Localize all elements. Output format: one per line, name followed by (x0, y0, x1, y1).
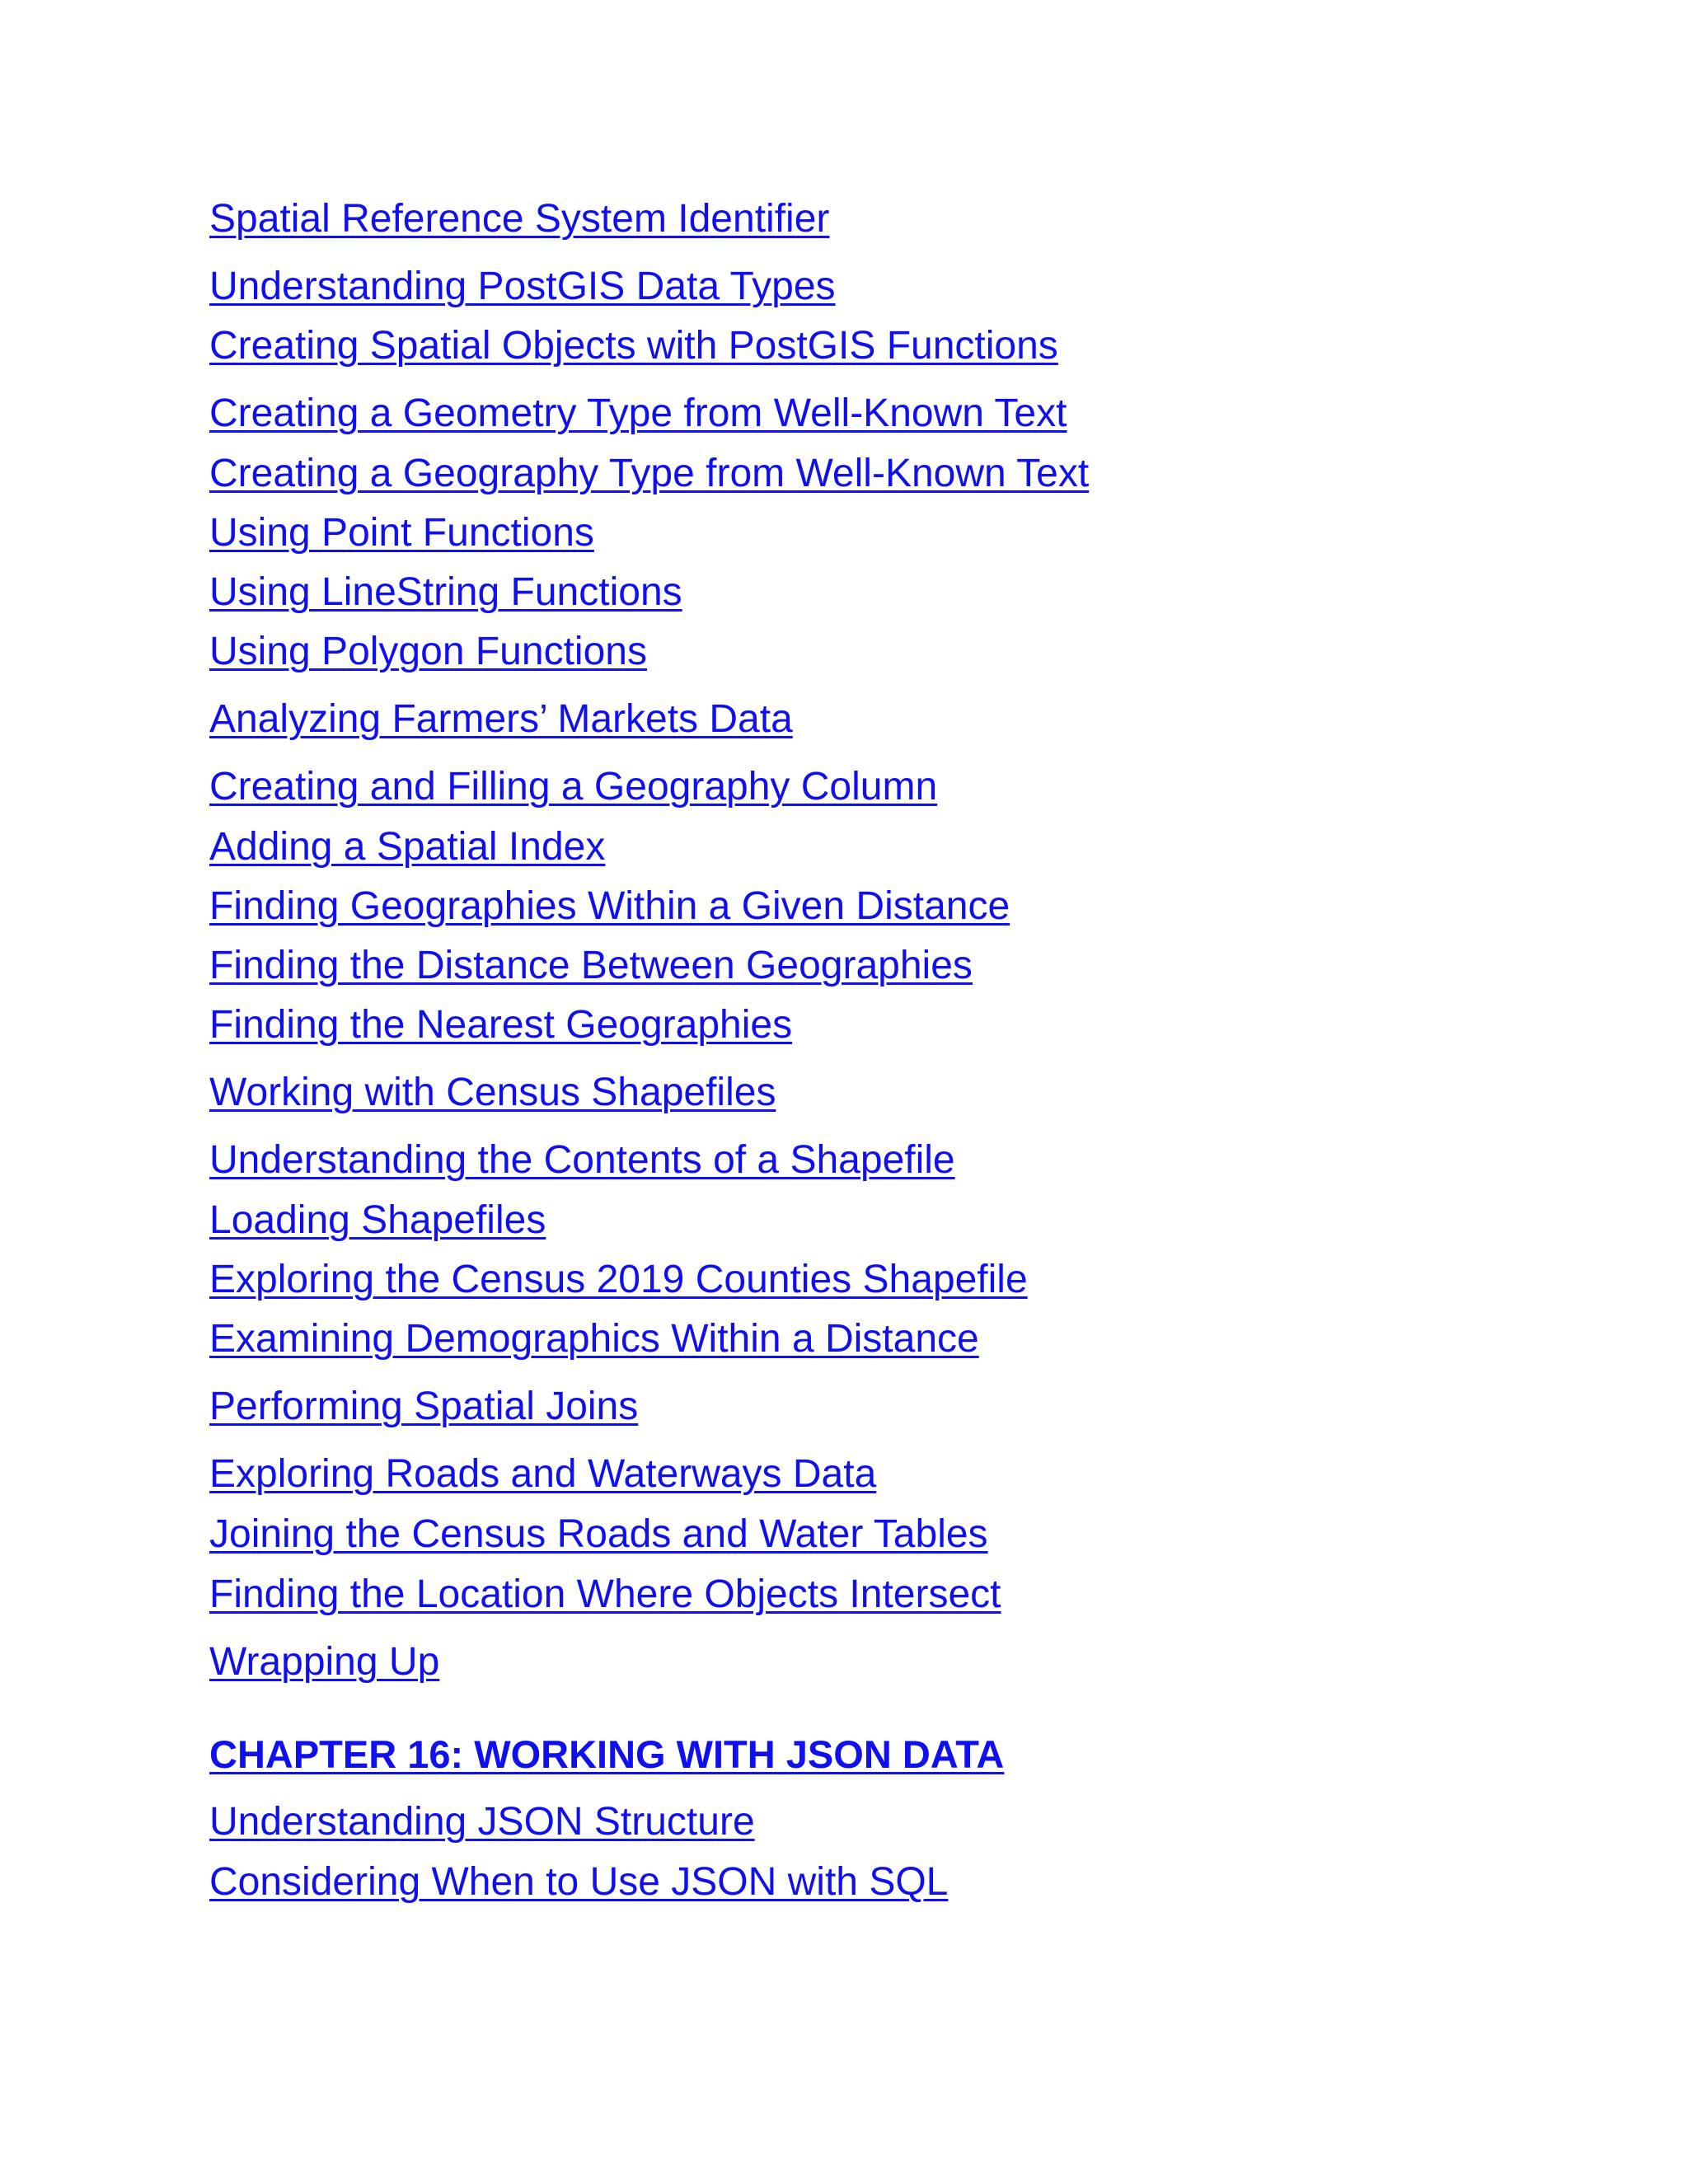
toc-link-json-with-sql[interactable]: Considering When to Use JSON with SQL (209, 1860, 949, 1904)
toc-link-linestring-functions[interactable]: Using LineString Functions (209, 570, 682, 614)
toc-link-shapefile-contents[interactable]: Understanding the Contents of a Shapefile (209, 1138, 955, 1182)
toc-link-distance-between-geographies[interactable]: Finding the Distance Between Geographies (209, 944, 973, 987)
toc-link-json-structure[interactable]: Understanding JSON Structure (209, 1800, 755, 1844)
toc-link-geographies-within-distance[interactable]: Finding Geographies Within a Given Distance (209, 884, 1010, 928)
toc-link-farmers-markets-data[interactable]: Analyzing Farmers’ Markets Data (209, 697, 793, 741)
toc-link-geography-column[interactable]: Creating and Filling a Geography Column (209, 765, 938, 808)
toc-link-census-shapefiles[interactable]: Working with Census Shapefiles (209, 1071, 776, 1114)
toc-link-counties-shapefile[interactable]: Exploring the Census 2019 Counties Shapefile (209, 1258, 1028, 1301)
toc-link-polygon-functions[interactable]: Using Polygon Functions (209, 630, 647, 673)
toc-link-geography-from-wkt[interactable]: Creating a Geography Type from Well-Known Text (209, 452, 1090, 495)
toc-link-point-functions[interactable]: Using Point Functions (209, 511, 594, 555)
toc-link-creating-spatial-objects[interactable]: Creating Spatial Objects with PostGIS Functions (209, 324, 1058, 368)
toc-link-demographics-within-distance[interactable]: Examining Demographics Within a Distance (209, 1317, 979, 1361)
toc-link-objects-intersect[interactable]: Finding the Location Where Objects Intersect (209, 1572, 1001, 1616)
toc-link-nearest-geographies[interactable]: Finding the Nearest Geographies (209, 1003, 793, 1047)
toc-link-roads-water-tables[interactable]: Joining the Census Roads and Water Tables (209, 1512, 988, 1556)
toc-link-spatial-joins[interactable]: Performing Spatial Joins (209, 1385, 639, 1428)
toc-link-loading-shapefiles[interactable]: Loading Shapefiles (209, 1198, 546, 1242)
toc-link-geometry-from-wkt[interactable]: Creating a Geometry Type from Well-Known Text (209, 391, 1067, 435)
toc-link-chapter-16[interactable]: CHAPTER 16: WORKING WITH JSON DATA (209, 1732, 1005, 1776)
toc-link-spatial-index[interactable]: Adding a Spatial Index (209, 825, 606, 869)
toc-link-wrapping-up[interactable]: Wrapping Up (209, 1640, 440, 1684)
toc-link-understanding-postgis-data-types[interactable]: Understanding PostGIS Data Types (209, 265, 836, 308)
toc-link-roads-waterways[interactable]: Exploring Roads and Waterways Data (209, 1452, 877, 1496)
toc-link-spatial-reference-system-identifier[interactable]: Spatial Reference System Identifier (209, 197, 830, 241)
